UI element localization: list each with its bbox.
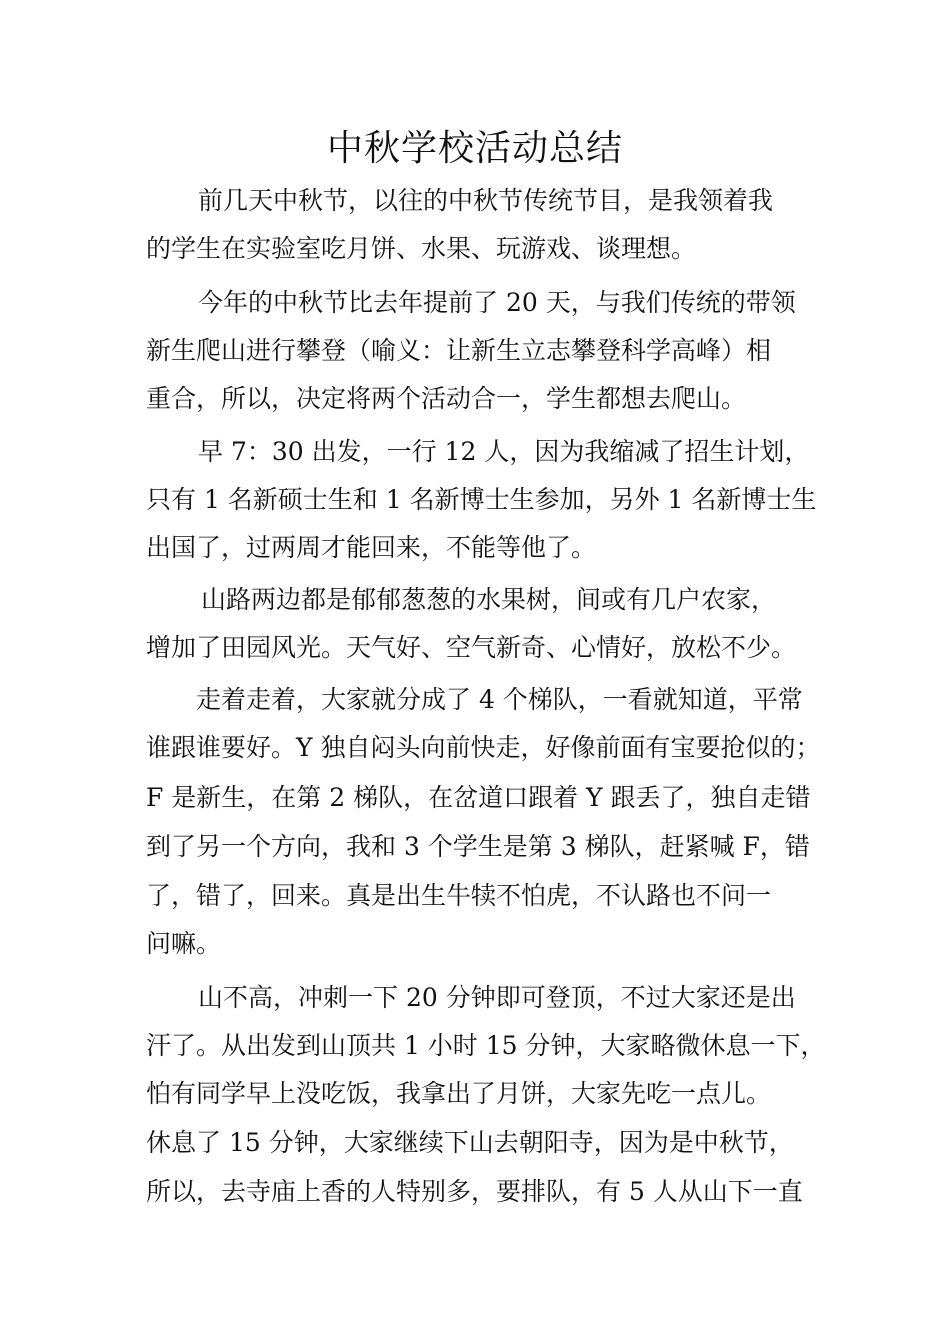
paragraph-line: 所以，去寺庙上香的人特别多，要排队，有 5 人从山下一直 [146, 1177, 803, 1206]
document-title: 中秋学校活动总结 [326, 128, 623, 169]
paragraph-line: 山不高，冲刺一下 20 分钟即可登顶，不过大家还是出 [198, 983, 796, 1012]
paragraph-line: 的学生在实验室吃月饼、水果、玩游戏、谈理想。 [146, 234, 697, 263]
paragraph-line: 早 7：30 出发，一行 12 人，因为我缩减了招生计划， [198, 437, 810, 466]
paragraph-line: 今年的中秋节比去年提前了 20 天，与我们传统的带领 [198, 288, 796, 317]
paragraph-line: 休息了 15 分钟，大家继续下山去朝阳寺，因为是中秋节， [146, 1128, 794, 1157]
paragraph-line: 走着走着，大家就分成了 4 个梯队，一看就知道，平常 [196, 685, 803, 714]
paragraph-line: 到了另一个方向，我和 3 个学生是第 3 梯队，赶紧喊 F，错 [146, 832, 810, 861]
paragraph-line: 山路两边都是郁郁葱葱的水果树，间或有几户农家， [201, 585, 777, 614]
paragraph-line: 出国了，过两周才能回来，不能等他了。 [146, 533, 597, 562]
paragraph-line: 了，错了，回来。真是出生牛犊不怕虎，不认路也不问一 [146, 881, 772, 910]
paragraph-line: 增加了田园风光。天气好、空气新奇、心情好，放松不少。 [146, 633, 797, 662]
paragraph-line: 只有 1 名新硕士生和 1 名新博士生参加，另外 1 名新博士生 [146, 485, 817, 514]
paragraph-line: F 是新生，在第 2 梯队，在岔道口跟着 Y 跟丢了，独自走错 [146, 783, 811, 812]
paragraph-line: 谁跟谁要好。Y 独自闷头向前快走，好像前面有宝要抢似的； [146, 733, 821, 762]
paragraph-line: 问嘛。 [146, 929, 222, 958]
paragraph-line: 汗了。从出发到山顶共 1 小时 15 分钟，大家略微休息一下， [146, 1031, 826, 1060]
paragraph-line: 重合，所以，决定将两个活动合一，学生都想去爬山。 [146, 384, 747, 413]
paragraph-line: 新生爬山进行攀登（喻义：让新生立志攀登科学高峰）相 [146, 336, 772, 365]
paragraph-line: 怕有同学早上没吃饭，我拿出了月饼，大家先吃一点儿。 [146, 1079, 772, 1108]
paragraph-line: 前几天中秋节，以往的中秋节传统节目，是我领着我 [198, 186, 774, 215]
